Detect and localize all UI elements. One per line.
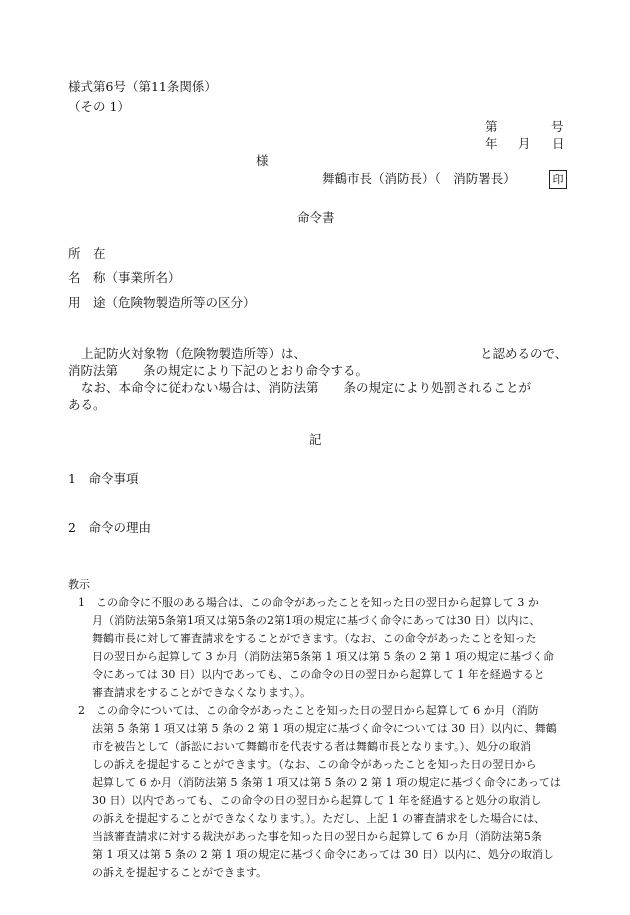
notice-item-2-line: 市を被告として（訴訟において舞鶴市を代表する者は舞鶴市長となります。）、処分の取消 [92, 740, 532, 753]
form-number: 様式第6号（第11条関係） [68, 79, 217, 94]
document-number-suffix: 号 [551, 119, 564, 134]
notice-item-1-line: 令にあっては 30 日）以内であっても、この命令の日の翌日から起算して 1 年を経過すると [92, 668, 545, 681]
date-month: 月 [518, 136, 531, 151]
notice-item-2-line: 30 日）以内であっても、この命令の日の翌日から起算して 1 年を経過すると処分の取消し [92, 794, 542, 807]
notice-item-2-line: の訴えを提起することができなくなります。）。ただし、上記 1 の審査請求をした場合には、 [92, 812, 546, 825]
notice-title: 教示 [68, 578, 90, 591]
ki-heading: 記 [309, 432, 322, 447]
field-use: 用 途（危険物製造所等の区分） [68, 295, 256, 310]
notice-item-2-line: 起算して 6 か月（消防法第 5 条第 1 項又は第 5 条の 2 第 1 項の規定に基づく命令にあっては [92, 776, 561, 789]
document-title: 命令書 [297, 210, 335, 225]
date-year: 年 [485, 136, 498, 151]
notice-item-2-line: 2 この命令については、この命令があったことを知った日の翌日から起算して 6 か月（消防 [78, 704, 539, 717]
notice-item-1-line: 月（消防法第5条第1項又は第5条の2第1項の規定に基づく命令にあっては30 日）以内に、 [92, 614, 541, 627]
field-name: 名 称（事業所名） [68, 270, 181, 285]
notice-item-2-line: の訴えを提起することができます。 [92, 866, 268, 879]
date-day: 日 [552, 136, 565, 151]
body-line-3: なお、本命令に従わない場合は、消防法第 条の規定により処罰されることが [81, 380, 532, 395]
field-location: 所 在 [68, 246, 106, 261]
form-part: （その 1） [68, 99, 130, 114]
notice-item-1-line: 日の翌日から起算して 3 か月（消防法第5条第 1 項又は第 5 条の 2 第 1 項の規定に基づく命 [92, 650, 554, 663]
issuer-name: 舞鶴市長（消防長）（ 消防署長） [322, 171, 516, 186]
document-number-label: 第 [485, 119, 498, 134]
notice-item-2-line: しの訴えを提起することができます。（なお、この命令があったことを知った日の翌日から [92, 758, 537, 771]
section-order-reason: 2 命令の理由 [68, 520, 151, 535]
notice-item-2-line: 第 1 項又は第 5 条の 2 第 1 項の規定に基づく命令にあっては 30 日）以内に、処分の取消し [92, 848, 554, 861]
body-line-2: 消防法第 条の規定により下記のとおり命令する。 [68, 363, 369, 378]
section-order-items: 1 命令事項 [68, 471, 139, 486]
body-line-4: ある。 [68, 397, 106, 412]
notice-item-2-line: 法第 5 条第 1 項又は第 5 条の 2 第 1 項の規定に基づく命令については 30 日）以内に、舞鶴 [92, 722, 557, 735]
body-line-1: 上記防火対象物（危険物製造所等）は、 [81, 346, 307, 361]
notice-item-1-line: 1 この命令に不服のある場合は、この命令があったことを知った日の翌日から起算して 3 か [78, 596, 539, 609]
seal-mark: 印 [549, 170, 567, 189]
addressee-suffix: 様 [256, 153, 269, 168]
body-line-1-tail: と認めるので、 [480, 346, 568, 361]
notice-item-1-line: 舞鶴市長に対して審査請求をすることができます。（なお、この命令があったことを知った [92, 632, 537, 645]
notice-item-2-line: 当該審査請求に対する裁決があった事を知った日の翌日から起算して 6 か月（消防法第5条 [92, 830, 542, 843]
notice-item-1-line: 審査請求をすることができなくなります。）。 [92, 686, 312, 699]
